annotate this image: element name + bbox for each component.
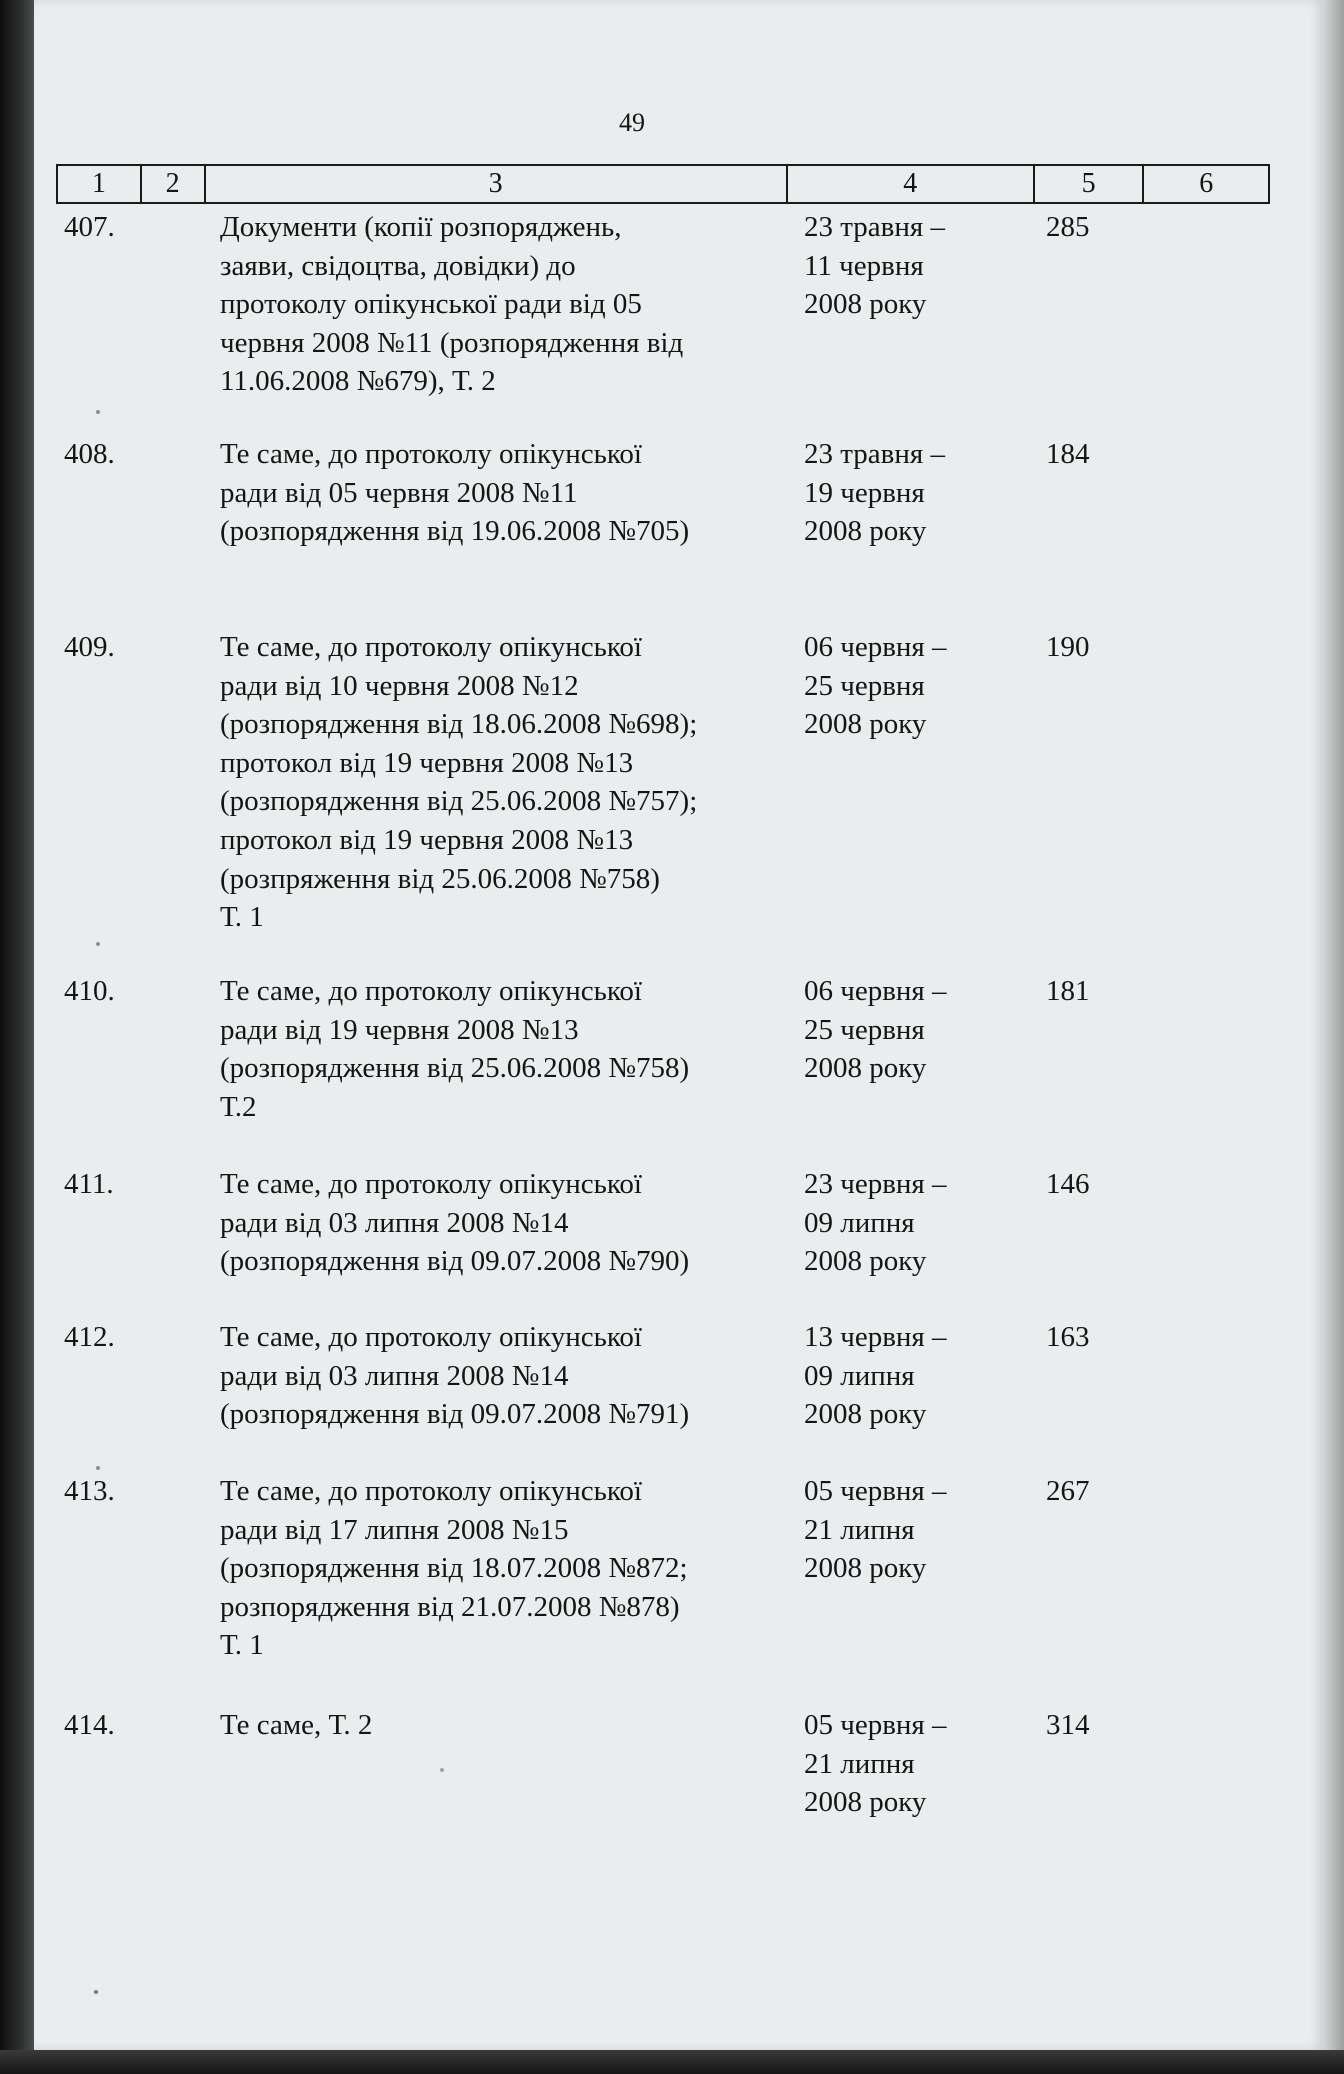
row-dates [804, 435, 1044, 551]
row-number: 411. [64, 1168, 114, 1200]
date-line: 2008 року [804, 1245, 927, 1278]
row-number: 414. [64, 1709, 115, 1741]
row-number: 409. [64, 631, 115, 663]
desc-line: червня 2008 №11 (розпорядження від [220, 326, 684, 359]
row-sheet-count: 267 [1046, 1475, 1090, 1507]
desc-line: заяви, свідоцтва, довідки) до [220, 249, 576, 282]
row-sheet-count: 146 [1046, 1168, 1090, 1200]
date-line: 09 липня [804, 1206, 915, 1239]
row-description [220, 1165, 810, 1281]
date-line: 05 червня – [804, 1709, 947, 1741]
document-page [34, 0, 1324, 2050]
desc-line: (розпорядження від 25.06.2008 №758) [220, 1052, 690, 1085]
date-line: 2008 року [804, 515, 927, 548]
desc-line: протокол від 19 червня 2008 №13 [220, 746, 634, 779]
date-line: 25 червня [804, 1013, 925, 1046]
row-description [220, 972, 810, 1126]
desc-line: Те саме, до протоколу опікунської [220, 631, 642, 663]
row-description [220, 628, 810, 937]
row-sheet-count: 181 [1046, 975, 1090, 1007]
date-line: 21 липня [804, 1747, 915, 1780]
desc-line: (розпорядження від 09.07.2008 №790) [220, 1245, 690, 1278]
page-number: 49 [619, 108, 645, 137]
row-dates [804, 972, 1044, 1088]
row-sheet-count: 163 [1046, 1321, 1090, 1353]
desc-line: Те саме, до протоколу опікунської [220, 1475, 642, 1507]
desc-line: (розпорядження від 25.06.2008 №757); [220, 785, 698, 818]
page-edge-right [1324, 0, 1344, 2050]
row-description [220, 1706, 810, 1745]
row-dates [804, 628, 1044, 744]
row-dates [804, 208, 1044, 324]
row-number: 413. [64, 1475, 115, 1507]
date-line: 23 травня – [804, 211, 945, 243]
row-number: 412. [64, 1321, 115, 1353]
date-line: 23 травня – [804, 438, 945, 470]
desc-line: протокол від 19 червня 2008 №13 [220, 823, 634, 856]
row-sheet-count: 285 [1046, 211, 1090, 243]
desc-line: Те саме, до протоколу опікунської [220, 975, 642, 1007]
date-line: 2008 року [804, 708, 927, 741]
date-line: 05 червня – [804, 1475, 947, 1507]
desc-line: Документи (копії розпоряджень, [220, 211, 622, 243]
desc-line: Те саме, до протоколу опікунської [220, 1168, 642, 1200]
row-sheet-count: 184 [1046, 438, 1090, 470]
desc-line: 11.06.2008 №679), Т. 2 [220, 365, 496, 398]
row-dates [804, 1472, 1044, 1588]
desc-line: ради від 03 липня 2008 №14 [220, 1206, 569, 1239]
scan-background-bottom [0, 2050, 1344, 2074]
row-description [220, 1318, 810, 1434]
desc-line: ради від 17 липня 2008 №15 [220, 1513, 569, 1546]
header-cell-5: 5 [1035, 166, 1145, 202]
date-line: 13 червня – [804, 1321, 947, 1353]
scan-background-left [0, 0, 34, 2074]
desc-line: ради від 19 червня 2008 №13 [220, 1013, 579, 1046]
desc-line: Те саме, Т. 2 [220, 1709, 373, 1741]
row-dates [804, 1165, 1044, 1281]
desc-line: (розпорядження від 09.07.2008 №791) [220, 1398, 690, 1431]
desc-line: Т.2 [220, 1090, 257, 1123]
desc-line: (розпорядження від 18.06.2008 №698); [220, 708, 698, 741]
row-number: 410. [64, 975, 115, 1007]
desc-line: Те саме, до протоколу опікунської [220, 1321, 642, 1353]
desc-line: розпорядження від 21.07.2008 №878) [220, 1590, 680, 1623]
desc-line: ради від 03 липня 2008 №14 [220, 1359, 569, 1392]
date-line: 06 червня – [804, 975, 947, 1007]
header-cell-3: 3 [206, 166, 788, 202]
date-line: 2008 року [804, 1786, 927, 1819]
desc-line: Те саме, до протоколу опікунської [220, 438, 642, 470]
date-line: 2008 року [804, 288, 927, 321]
row-number: 408. [64, 438, 115, 470]
date-line: 09 липня [804, 1359, 915, 1392]
row-sheet-count: 314 [1046, 1709, 1090, 1741]
row-dates [804, 1706, 1044, 1822]
scan-speck [440, 1768, 444, 1772]
date-line: 21 липня [804, 1513, 915, 1546]
desc-line: протоколу опікунської ради від 05 [220, 288, 642, 321]
date-line: 06 червня – [804, 631, 947, 663]
header-cell-2: 2 [142, 166, 206, 202]
table-header-row [56, 164, 1270, 204]
desc-line: Т. 1 [220, 901, 264, 934]
date-line: 2008 року [804, 1552, 927, 1585]
header-cell-4: 4 [788, 166, 1035, 202]
scan-speck [94, 1990, 98, 1994]
row-description [220, 435, 810, 551]
date-line: 2008 року [804, 1052, 927, 1085]
date-line: 19 червня [804, 476, 925, 509]
row-sheet-count: 190 [1046, 631, 1090, 663]
scan-speck [96, 1466, 100, 1470]
header-cell-6: 6 [1199, 168, 1214, 199]
row-dates [804, 1318, 1044, 1434]
row-description [220, 208, 810, 401]
desc-line: ради від 10 червня 2008 №12 [220, 669, 579, 702]
date-line: 2008 року [804, 1398, 927, 1431]
header-cell-1: 1 [58, 166, 142, 202]
scan-speck [96, 410, 100, 414]
desc-line: Т. 1 [220, 1629, 264, 1662]
date-line: 23 червня – [804, 1168, 947, 1200]
desc-line: ради від 05 червня 2008 №11 [220, 476, 578, 509]
desc-line: (розпряження від 25.06.2008 №758) [220, 862, 660, 895]
date-line: 25 червня [804, 669, 925, 702]
desc-line: (розпорядження від 19.06.2008 №705) [220, 515, 690, 548]
row-description [220, 1472, 810, 1665]
row-number: 407. [64, 211, 115, 243]
scan-speck [96, 942, 100, 946]
desc-line: (розпорядження від 18.07.2008 №872; [220, 1552, 688, 1585]
date-line: 11 червня [804, 249, 924, 282]
